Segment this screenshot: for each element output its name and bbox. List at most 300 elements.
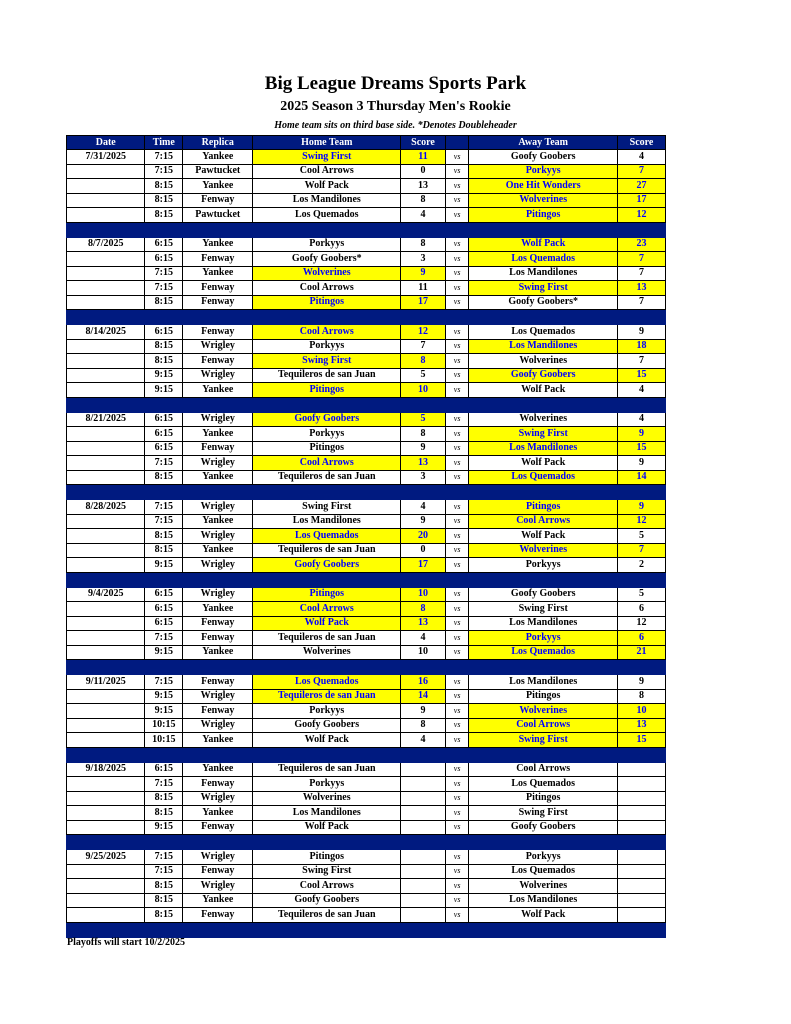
cell-home-team: Wolverines [253,645,401,660]
cell-time: 6:15 [145,325,183,340]
cell-time: 8:15 [145,529,183,544]
separator-cell [67,310,145,325]
cell-date: 9/4/2025 [67,587,145,602]
cell-time: 8:15 [145,193,183,208]
cell-home-team: Wolverines [253,266,401,281]
separator-cell [253,222,401,237]
cell-away-score: 21 [618,645,666,660]
separator-cell [445,572,468,587]
cell-vs: vs [445,893,468,908]
cell-away-score: 23 [618,237,666,252]
cell-vs: vs [445,850,468,865]
cell-date [67,252,145,267]
table-row [67,704,666,719]
cell-time: 8:15 [145,208,183,223]
cell-date [67,879,145,894]
cell-away-score: 9 [618,500,666,515]
cell-time: 6:15 [145,587,183,602]
cell-replica: Yankee [183,806,253,821]
separator-cell [145,485,183,500]
separator-cell [67,660,145,675]
cell-date: 8/21/2025 [67,412,145,427]
cell-home-score: 12 [401,325,446,340]
separator-cell [445,660,468,675]
cell-time: 6:15 [145,237,183,252]
cell-away-score: 10 [618,704,666,719]
cell-vs: vs [445,412,468,427]
cell-replica: Wrigley [183,339,253,354]
table-row [67,616,666,631]
cell-time: 6:15 [145,412,183,427]
cell-replica: Fenway [183,252,253,267]
cell-away-score: 6 [618,631,666,646]
cell-home-score: 3 [401,252,446,267]
cell-away-score: 12 [618,514,666,529]
cell-date [67,645,145,660]
cell-away-score [618,908,666,923]
cell-home-score: 8 [401,602,446,617]
cell-away-team: Los Mandilones [469,675,618,690]
table-row [67,879,666,894]
cell-replica: Fenway [183,441,253,456]
separator-cell [401,747,446,762]
cell-date [67,281,145,296]
cell-vs: vs [445,777,468,792]
cell-home-score: 5 [401,368,446,383]
cell-date: 8/14/2025 [67,325,145,340]
cell-away-score: 18 [618,339,666,354]
cell-vs: vs [445,645,468,660]
cell-replica: Fenway [183,193,253,208]
cell-away-score [618,777,666,792]
table-row [67,266,666,281]
table-row [67,237,666,252]
cell-replica: Fenway [183,820,253,835]
cell-replica: Fenway [183,295,253,310]
separator-cell [618,222,666,237]
cell-away-team: Los Quemados [469,470,618,485]
cell-home-team: Swing First [253,864,401,879]
cell-vs: vs [445,339,468,354]
cell-time: 9:15 [145,704,183,719]
cell-vs: vs [445,908,468,923]
cell-vs: vs [445,762,468,777]
table-row [67,456,666,471]
cell-home-score: 10 [401,645,446,660]
cell-home-team: Pitingos [253,587,401,602]
separator-cell [445,835,468,850]
separator-cell [253,572,401,587]
page-title: Big League Dreams Sports Park [264,73,527,94]
separator-cell [183,397,253,412]
cell-home-score [401,864,446,879]
cell-vs: vs [445,616,468,631]
table-row [67,631,666,646]
cell-away-team: Goofy Goobers [469,587,618,602]
cell-away-team: Cool Arrows [469,718,618,733]
separator-cell [67,835,145,850]
cell-home-team: Tequileros de san Juan [253,631,401,646]
separator-cell [618,485,666,500]
cell-vs: vs [445,806,468,821]
cell-away-team: Wolverines [469,193,618,208]
table-row [67,339,666,354]
cell-time: 9:15 [145,368,183,383]
cell-vs: vs [445,383,468,398]
cell-home-team: Wolf Pack [253,616,401,631]
cell-home-team: Cool Arrows [253,602,401,617]
separator-cell [445,310,468,325]
cell-away-score: 15 [618,733,666,748]
cell-date [67,893,145,908]
col-replica: Replica [183,136,253,150]
cell-home-team: Los Quemados [253,208,401,223]
cell-date: 7/31/2025 [67,150,145,165]
cell-away-score: 9 [618,675,666,690]
table-row [67,500,666,515]
cell-time: 8:15 [145,470,183,485]
separator-cell [469,660,618,675]
cell-away-team: One Hit Wonders [469,179,618,194]
table-row [67,179,666,194]
cell-away-team: Wolverines [469,354,618,369]
cell-away-score: 2 [618,558,666,573]
cell-home-score: 10 [401,383,446,398]
table-row [67,281,666,296]
cell-away-team: Wolverines [469,704,618,719]
separator-cell [401,572,446,587]
cell-date [67,558,145,573]
cell-away-score: 14 [618,470,666,485]
week-separator-row [67,397,666,412]
cell-home-team: Los Mandilones [253,514,401,529]
cell-home-score [401,806,446,821]
cell-date [67,806,145,821]
cell-home-score: 9 [401,441,446,456]
table-row [67,412,666,427]
cell-away-team: Los Mandilones [469,266,618,281]
cell-home-score: 20 [401,529,446,544]
cell-away-team: Wolf Pack [469,456,618,471]
col-home-team: Home Team [253,136,401,150]
table-row [67,602,666,617]
cell-date [67,164,145,179]
cell-away-team: Los Mandilones [469,339,618,354]
cell-vs: vs [445,864,468,879]
week-separator-row [67,485,666,500]
separator-cell [253,835,401,850]
separator-cell [183,222,253,237]
table-row [67,529,666,544]
cell-vs: vs [445,500,468,515]
cell-replica: Fenway [183,864,253,879]
cell-time: 8:15 [145,791,183,806]
separator-cell [253,310,401,325]
cell-date [67,295,145,310]
cell-home-team: Goofy Goobers [253,718,401,733]
week-separator-row [67,310,666,325]
table-row [67,427,666,442]
cell-home-score: 8 [401,427,446,442]
cell-away-score: 7 [618,266,666,281]
cell-vs: vs [445,704,468,719]
separator-cell [145,747,183,762]
cell-vs: vs [445,252,468,267]
schedule-note: Home team sits on third base side. *Denotes Doubleheader [274,120,517,131]
cell-time: 7:15 [145,864,183,879]
cell-home-score: 16 [401,675,446,690]
cell-home-team: Tequileros de san Juan [253,689,401,704]
separator-cell [67,222,145,237]
cell-time: 9:15 [145,820,183,835]
separator-cell [618,922,666,937]
separator-cell [618,835,666,850]
cell-away-team: Wolverines [469,412,618,427]
separator-cell [469,222,618,237]
cell-home-team: Swing First [253,354,401,369]
separator-cell [145,922,183,937]
table-row [67,820,666,835]
cell-date: 9/11/2025 [67,675,145,690]
table-row [67,645,666,660]
cell-replica: Wrigley [183,558,253,573]
cell-replica: Yankee [183,383,253,398]
separator-cell [183,835,253,850]
playoffs-note: Playoffs will start 10/2/2025 [67,937,186,948]
cell-vs: vs [445,266,468,281]
cell-replica: Wrigley [183,456,253,471]
cell-away-score: 6 [618,602,666,617]
cell-away-score [618,820,666,835]
cell-date [67,689,145,704]
separator-cell [145,572,183,587]
cell-replica: Fenway [183,631,253,646]
cell-away-score: 5 [618,587,666,602]
cell-home-score: 0 [401,543,446,558]
cell-away-score: 7 [618,164,666,179]
cell-home-team: Swing First [253,500,401,515]
cell-replica: Wrigley [183,529,253,544]
separator-cell [469,572,618,587]
cell-home-score [401,893,446,908]
cell-away-score [618,762,666,777]
cell-away-team: Cool Arrows [469,762,618,777]
separator-cell [618,572,666,587]
cell-replica: Wrigley [183,689,253,704]
cell-vs: vs [445,208,468,223]
cell-vs: vs [445,179,468,194]
cell-home-score: 17 [401,295,446,310]
cell-replica: Yankee [183,470,253,485]
cell-replica: Yankee [183,543,253,558]
separator-cell [183,922,253,937]
cell-date [67,602,145,617]
cell-away-team: Cool Arrows [469,514,618,529]
cell-date [67,456,145,471]
cell-replica: Wrigley [183,368,253,383]
table-row [67,762,666,777]
cell-home-team: Cool Arrows [253,281,401,296]
cell-vs: vs [445,529,468,544]
cell-away-score [618,806,666,821]
cell-away-team: Goofy Goobers [469,150,618,165]
cell-replica: Pawtucket [183,164,253,179]
cell-time: 7:15 [145,850,183,865]
cell-date: 9/25/2025 [67,850,145,865]
cell-away-score: 15 [618,368,666,383]
cell-replica: Fenway [183,777,253,792]
col-away-team: Away Team [469,136,618,150]
cell-away-score: 27 [618,179,666,194]
cell-away-score: 15 [618,441,666,456]
cell-away-team: Swing First [469,733,618,748]
cell-vs: vs [445,587,468,602]
cell-home-team: Tequileros de san Juan [253,908,401,923]
cell-time: 9:15 [145,689,183,704]
table-row [67,514,666,529]
cell-time: 8:15 [145,543,183,558]
cell-away-score: 9 [618,325,666,340]
cell-home-score [401,820,446,835]
cell-date [67,266,145,281]
cell-time: 8:15 [145,179,183,194]
cell-replica: Wrigley [183,879,253,894]
cell-date [67,383,145,398]
table-row [67,864,666,879]
cell-date [67,733,145,748]
separator-cell [253,922,401,937]
cell-date [67,616,145,631]
week-separator-row [67,747,666,762]
cell-home-score: 5 [401,412,446,427]
cell-vs: vs [445,325,468,340]
cell-away-score [618,864,666,879]
schedule-table [66,135,666,938]
cell-time: 7:15 [145,777,183,792]
cell-date [67,791,145,806]
table-row [67,733,666,748]
cell-home-score: 0 [401,164,446,179]
cell-away-score: 7 [618,354,666,369]
cell-vs: vs [445,470,468,485]
cell-date [67,820,145,835]
cell-home-score: 11 [401,281,446,296]
cell-away-team: Wolf Pack [469,237,618,252]
col-home-score: Score [401,136,446,150]
cell-away-score [618,791,666,806]
cell-home-team: Wolf Pack [253,820,401,835]
cell-home-team: Cool Arrows [253,456,401,471]
separator-cell [401,660,446,675]
cell-home-score [401,908,446,923]
cell-away-team: Pitingos [469,500,618,515]
cell-away-score: 7 [618,295,666,310]
cell-home-team: Swing First [253,150,401,165]
cell-home-team: Porkyys [253,704,401,719]
cell-replica: Yankee [183,427,253,442]
cell-home-score: 7 [401,339,446,354]
table-row [67,208,666,223]
cell-date [67,543,145,558]
cell-home-score: 17 [401,558,446,573]
table-header-row [67,136,666,150]
cell-vs: vs [445,675,468,690]
cell-away-score: 9 [618,427,666,442]
cell-away-score: 9 [618,456,666,471]
cell-time: 10:15 [145,733,183,748]
table-row [67,675,666,690]
cell-home-team: Tequileros de san Juan [253,543,401,558]
cell-home-team: Porkyys [253,427,401,442]
separator-cell [145,222,183,237]
separator-cell [469,747,618,762]
cell-vs: vs [445,733,468,748]
cell-home-score: 4 [401,208,446,223]
cell-away-team: Los Quemados [469,645,618,660]
cell-home-score: 13 [401,179,446,194]
cell-replica: Yankee [183,266,253,281]
table-row [67,295,666,310]
cell-vs: vs [445,164,468,179]
cell-time: 7:15 [145,164,183,179]
separator-cell [401,835,446,850]
cell-home-score: 8 [401,354,446,369]
separator-cell [183,485,253,500]
separator-cell [618,397,666,412]
cell-vs: vs [445,602,468,617]
table-row [67,325,666,340]
cell-replica: Yankee [183,237,253,252]
cell-replica: Wrigley [183,850,253,865]
cell-replica: Wrigley [183,718,253,733]
cell-date [67,864,145,879]
cell-replica: Fenway [183,704,253,719]
cell-away-team: Los Quemados [469,252,618,267]
cell-time: 7:15 [145,631,183,646]
cell-time: 9:15 [145,383,183,398]
cell-time: 7:15 [145,266,183,281]
table-row [67,368,666,383]
cell-home-team: Tequileros de san Juan [253,470,401,485]
table-row [67,791,666,806]
cell-date [67,354,145,369]
cell-replica: Pawtucket [183,208,253,223]
cell-vs: vs [445,150,468,165]
cell-replica: Wrigley [183,412,253,427]
cell-away-team: Wolf Pack [469,383,618,398]
cell-replica: Yankee [183,150,253,165]
cell-home-team: Los Quemados [253,675,401,690]
cell-home-team: Goofy Goobers [253,412,401,427]
cell-vs: vs [445,368,468,383]
cell-away-team: Porkyys [469,164,618,179]
cell-replica: Fenway [183,675,253,690]
cell-home-team: Wolverines [253,791,401,806]
cell-away-team: Goofy Goobers [469,368,618,383]
cell-away-team: Pitingos [469,791,618,806]
cell-home-score: 8 [401,193,446,208]
cell-away-score: 13 [618,718,666,733]
table-row [67,193,666,208]
table-row [67,164,666,179]
separator-cell [145,835,183,850]
cell-home-team: Los Mandilones [253,806,401,821]
week-separator-row [67,222,666,237]
cell-home-score [401,791,446,806]
cell-away-score: 4 [618,150,666,165]
cell-home-team: Los Mandilones [253,193,401,208]
table-row [67,558,666,573]
